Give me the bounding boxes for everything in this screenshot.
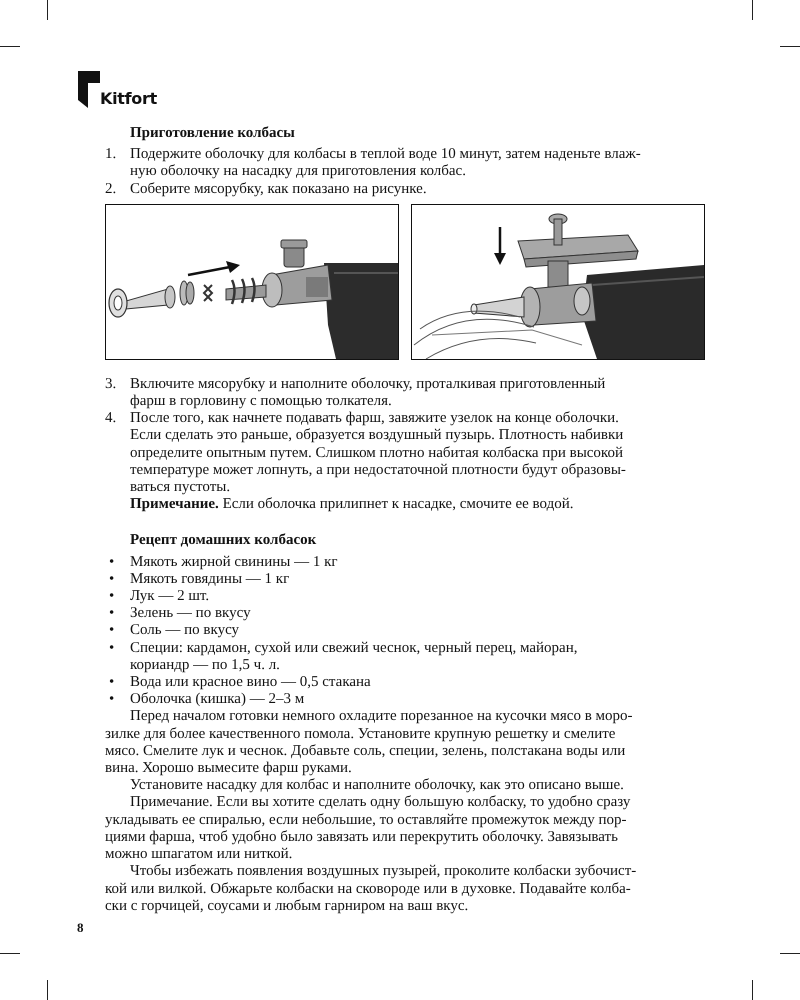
- section-heading: Рецепт домашних колбасок: [130, 532, 317, 549]
- text-line: Включите мясорубку и наполните оболочку, проталкивая приготовленный: [130, 375, 606, 392]
- crop-mark: [780, 46, 800, 47]
- list-item: [105, 146, 705, 180]
- item-number: 3.: [105, 375, 117, 392]
- paragraph: [105, 708, 705, 777]
- text-line: ваться пустоты.: [130, 479, 231, 496]
- crop-mark: [0, 953, 20, 954]
- crop-mark: [47, 980, 48, 1000]
- bullet-icon: •: [109, 674, 115, 691]
- note: [105, 496, 705, 513]
- text-line: вина. Хорошо вымесите фарш руками.: [105, 760, 352, 777]
- steps-list: [105, 146, 705, 198]
- list-item: [105, 605, 705, 622]
- text-line: Чтобы избежать появления воздушных пузырей, проколите колбаски зубочист-: [130, 863, 637, 880]
- note-label: Примечание.: [130, 496, 219, 513]
- bullet-icon: •: [109, 605, 115, 622]
- brand-logo: [76, 70, 176, 116]
- item-number: 1.: [105, 146, 117, 163]
- item-number: 4.: [105, 410, 117, 427]
- text-line: Зелень — по вкусу: [130, 605, 251, 622]
- text-line: Соль — по вкусу: [130, 622, 240, 639]
- text-line: После того, как начнете подавать фарш, завяжите узелок на конце оболочки.: [130, 410, 619, 427]
- meat-grinder-parts-illustration: [106, 205, 398, 359]
- crop-mark: [47, 0, 48, 20]
- text-line: кориандр — по 1,5 ч. л.: [130, 656, 280, 673]
- text-line: Специи: кардамон, сухой или свежий чеснок, черный перец, майоран,: [130, 639, 578, 656]
- figure-assembly-exploded: [105, 204, 399, 360]
- crop-mark: [752, 0, 753, 20]
- paragraph: [105, 777, 705, 794]
- text-line: ную оболочку на насадку для приготовления колбас.: [130, 163, 466, 180]
- section-heading: Приготовление колбасы: [130, 125, 295, 141]
- meat-grinder-assembled-illustration: [412, 205, 704, 359]
- page-number: 8: [77, 920, 84, 935]
- list-item: [105, 410, 705, 496]
- text-line: Мякоть жирной свинины — 1 кг: [130, 553, 338, 570]
- list-item: [105, 588, 705, 605]
- ingredients-list: [105, 554, 705, 709]
- text-line: фарш в горловину с помощью толкателя.: [130, 393, 392, 410]
- list-item: [105, 622, 705, 639]
- text-line: Соберите мясорубку, как показано на рисунке.: [130, 180, 427, 197]
- list-item: [105, 674, 705, 691]
- page-content: [105, 123, 705, 915]
- text-line: определите опытным путем. Слишком плотно набитая колбаска при высокой: [130, 444, 623, 461]
- text-line: Если сделать это раньше, образуется воздушный пузырь. Плотность набивки: [130, 427, 624, 444]
- text-line: Установите насадку для колбас и наполните оболочку, как это описано выше.: [130, 777, 624, 794]
- bullet-icon: •: [109, 622, 115, 639]
- note-text: Если оболочка прилипнет к насадке, смочите ее водой.: [218, 496, 574, 513]
- text-line: можно шпагатом или ниткой.: [105, 846, 293, 863]
- text-line: ски с горчицей, соусами и любым гарниром на ваш вкус.: [105, 897, 469, 914]
- brand-name: Kitfort: [100, 89, 157, 108]
- crop-mark: [0, 46, 20, 47]
- bullet-icon: •: [109, 588, 115, 605]
- text-line: мясо. Смелите лук и чеснок. Добавьте соль, специи, зелень, полстакана воды или: [105, 742, 626, 759]
- figure-assembled: [411, 204, 705, 360]
- bullet-icon: •: [109, 553, 115, 570]
- list-item: [105, 640, 705, 674]
- list-item: [105, 691, 705, 708]
- paragraph: [105, 794, 705, 863]
- crop-mark: [780, 953, 800, 954]
- text-line: Мякоть говядины — 1 кг: [130, 570, 290, 587]
- figure-row: [105, 204, 705, 362]
- text-line: циями фарша, чтоб удобно было завязать или перекрутить оболочку. Завязывать: [105, 828, 618, 845]
- bullet-icon: •: [109, 639, 115, 656]
- text-line: Подержите оболочку для колбасы в теплой воде 10 минут, затем наденьте влаж-: [130, 146, 641, 163]
- text-line: зилке для более качественного помола. Установите крупную решетку и смелите: [105, 725, 616, 742]
- paragraph: [105, 863, 705, 915]
- text-line: Примечание. Если вы хотите сделать одну большую колбаску, то удобно сразу: [130, 794, 631, 811]
- text-line: Оболочка (кишка) — 2–3 м: [130, 691, 305, 708]
- bullet-icon: •: [109, 691, 115, 708]
- list-item: [105, 554, 705, 571]
- list-item: [105, 181, 705, 198]
- text-line: температуре может лопнуть, а при недостаточной плотности будут образовы-: [130, 461, 626, 478]
- crop-mark: [752, 980, 753, 1000]
- text-line: кой или вилкой. Обжарьте колбаски на сковороде или в духовке. Подавайте колба-: [105, 880, 631, 897]
- bullet-icon: •: [109, 570, 115, 587]
- steps-list: [105, 376, 705, 496]
- text-line: Лук — 2 шт.: [130, 588, 210, 605]
- text-line: Вода или красное вино — 0,5 стакана: [130, 674, 371, 691]
- list-item: [105, 376, 705, 410]
- text-line: укладывать ее спиралью, если небольшие, то оставляйте промежуток между пор-: [105, 811, 627, 828]
- item-number: 2.: [105, 180, 117, 197]
- list-item: [105, 571, 705, 588]
- recipe-paragraphs: [105, 708, 705, 914]
- text-line: Перед началом готовки немного охладите порезанное на кусочки мясо в моро-: [130, 708, 633, 725]
